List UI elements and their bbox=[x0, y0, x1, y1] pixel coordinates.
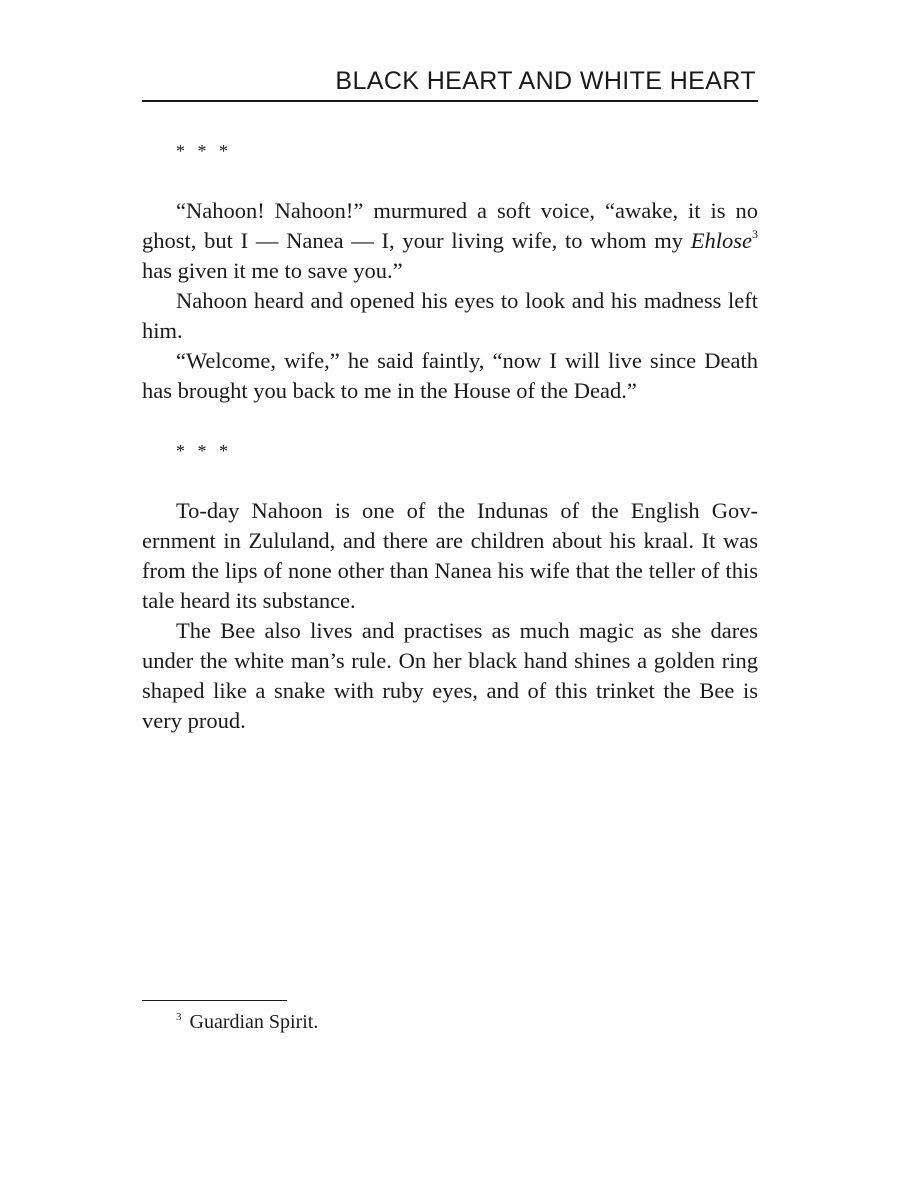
paragraph: Nahoon heard and opened his eyes to look and his madness left him. bbox=[142, 288, 758, 343]
paragraph: “Welcome, wife,” he said faintly, “now I will live since Death has brought you back to me in the House of the Dead.” bbox=[142, 348, 758, 403]
paragraph-text: “Nahoon! Nahoon!” murmured a soft voice, “awake, it is no ghost, but I — Nanea — I, your living wife, to whom my bbox=[142, 198, 758, 253]
paragraph-text: has given it me to save you.” bbox=[142, 258, 403, 283]
paragraph: The Bee also lives and practises as much magic as she dares under the white man’s rule. On her black hand shines a golden ring shaped like a snake with ruby eyes, and of this trinket the Bee is very proud. bbox=[142, 618, 758, 733]
section-separator: * * * bbox=[176, 441, 232, 461]
spacer bbox=[142, 166, 758, 196]
body-text bbox=[142, 136, 758, 736]
page-title: BLACK HEART AND WHITE HEART bbox=[335, 67, 756, 95]
running-head bbox=[142, 62, 758, 102]
footnote bbox=[176, 1009, 318, 1035]
section-separator: * * * bbox=[176, 141, 232, 161]
paragraph: To-day Nahoon is one of the Indunas of the English Government in Zululand, and there are children about his kraal. It was from the lips of none other than Nanea his wife that the teller of this tale heard its substance. bbox=[142, 498, 758, 613]
footnote-text: Guardian Spirit. bbox=[189, 1011, 319, 1033]
spacer bbox=[142, 406, 758, 436]
footnote-reference: 3 bbox=[752, 226, 758, 241]
footnote-divider bbox=[142, 1000, 287, 1001]
spacer bbox=[142, 466, 758, 496]
footnote-number: 3 bbox=[176, 1011, 182, 1024]
paragraph bbox=[142, 196, 758, 286]
italic-term: Ehlose bbox=[690, 228, 752, 253]
